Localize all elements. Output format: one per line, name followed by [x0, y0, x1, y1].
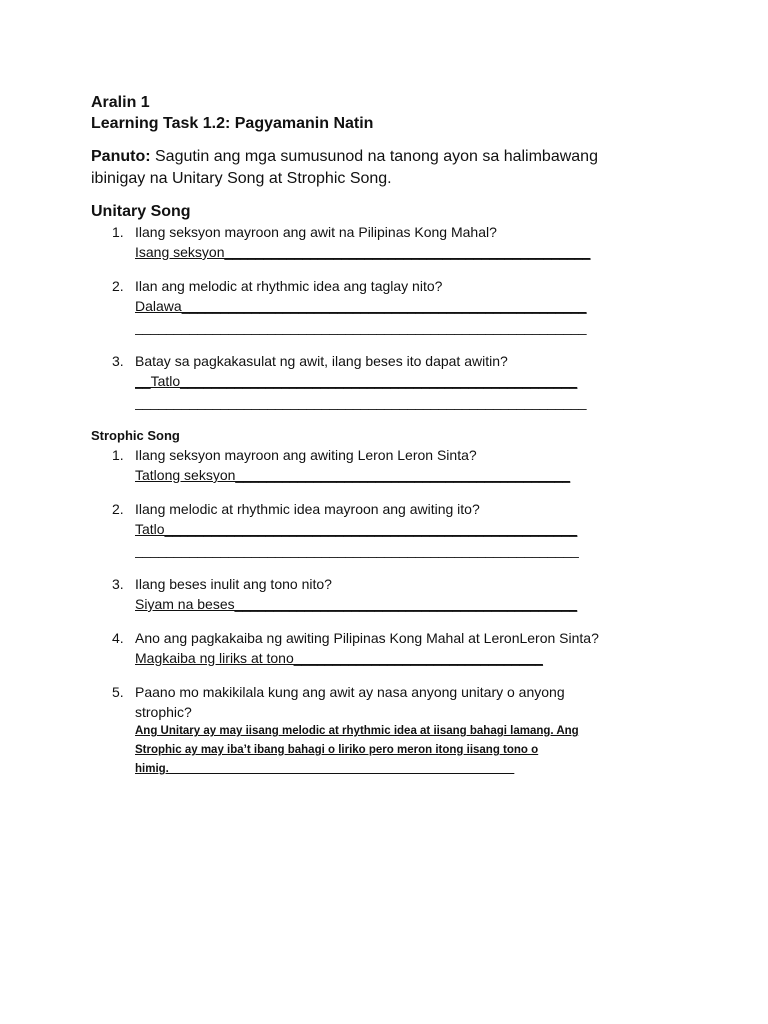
- answer-line: Tatlo_____________________________________________________: [135, 521, 578, 537]
- list-item: [91, 351, 611, 413]
- answer-line: __Tatlo___________________________________________________: [135, 373, 578, 389]
- instructions-text: Sagutin ang mga sumusunod na tanong ayon sa halimbawang ibinigay na Unitary Song at Strophic Song.: [91, 148, 598, 187]
- item-number: 4.: [112, 630, 124, 646]
- question-text: Ilang seksyon mayroon ang awiting Leron Leron Sinta?: [135, 447, 477, 463]
- item-number: 2.: [112, 501, 124, 517]
- question-text: Batay sa pagkakasulat ng awit, ilang beses ito dapat awitin?: [135, 353, 508, 369]
- strophic-section-title: Strophic Song: [91, 428, 180, 443]
- task-title: Learning Task 1.2: Pagyamanin Natin: [91, 115, 374, 132]
- list-item: [91, 276, 611, 338]
- item-number: 5.: [112, 684, 124, 700]
- answer-line: Magkaiba ng liriks at tono________________________________: [135, 650, 543, 666]
- item-number: 3.: [112, 576, 124, 592]
- instructions-label: Panuto:: [91, 148, 151, 165]
- list-item: [91, 222, 611, 263]
- answer-line: Tatlong seksyon___________________________________________: [135, 467, 571, 483]
- question-text: Ilang beses inulit ang tono nito?: [135, 576, 332, 592]
- list-item: [91, 682, 611, 779]
- question-text: Ilan ang melodic at rhythmic idea ang taglay nito?: [135, 278, 443, 294]
- list-item: [91, 574, 611, 615]
- list-item: [91, 499, 611, 561]
- answer-line: Isang seksyon_______________________________________________: [135, 244, 591, 260]
- list-item: [91, 628, 611, 669]
- blank-line: __________________________________________________________: [135, 319, 587, 335]
- blank-line: __________________________________________________________: [135, 394, 587, 410]
- list-item: [91, 445, 611, 486]
- lesson-title: Aralin 1: [91, 94, 150, 111]
- strophic-question-list: [91, 445, 611, 779]
- question-text: Paano mo makikilala kung ang awit ay nasa anyong unitary o anyong strophic?: [135, 684, 565, 720]
- unitary-section-title: Unitary Song: [91, 203, 191, 220]
- answer-paragraph: Ang Unitary ay may iisang melodic at rhythmic idea at iisang bahagi lamang. Ang Strophic ay may iba’t ibang bahagi o liriko pero meron itong iisang tono o himig.______________________________________________________: [135, 725, 579, 775]
- item-number: 1.: [112, 447, 124, 463]
- item-number: 2.: [112, 278, 124, 294]
- question-text: Ilang melodic at rhythmic idea mayroon ang awiting ito?: [135, 501, 480, 517]
- worksheet: [91, 92, 611, 792]
- question-text: Ilang seksyon mayroon ang awit na Pilipinas Kong Mahal?: [135, 224, 497, 240]
- unitary-question-list: [91, 222, 611, 413]
- question-text: Ano ang pagkakaiba ng awiting Pilipinas Kong Mahal at LeronLeron Sinta?: [135, 630, 599, 646]
- blank-line: _________________________________________________________: [135, 542, 579, 558]
- item-number: 1.: [112, 224, 124, 240]
- item-number: 3.: [112, 353, 124, 369]
- instructions: [91, 146, 611, 190]
- answer-line: Siyam na beses____________________________________________: [135, 596, 578, 612]
- answer-line: Dalawa____________________________________________________: [135, 298, 587, 314]
